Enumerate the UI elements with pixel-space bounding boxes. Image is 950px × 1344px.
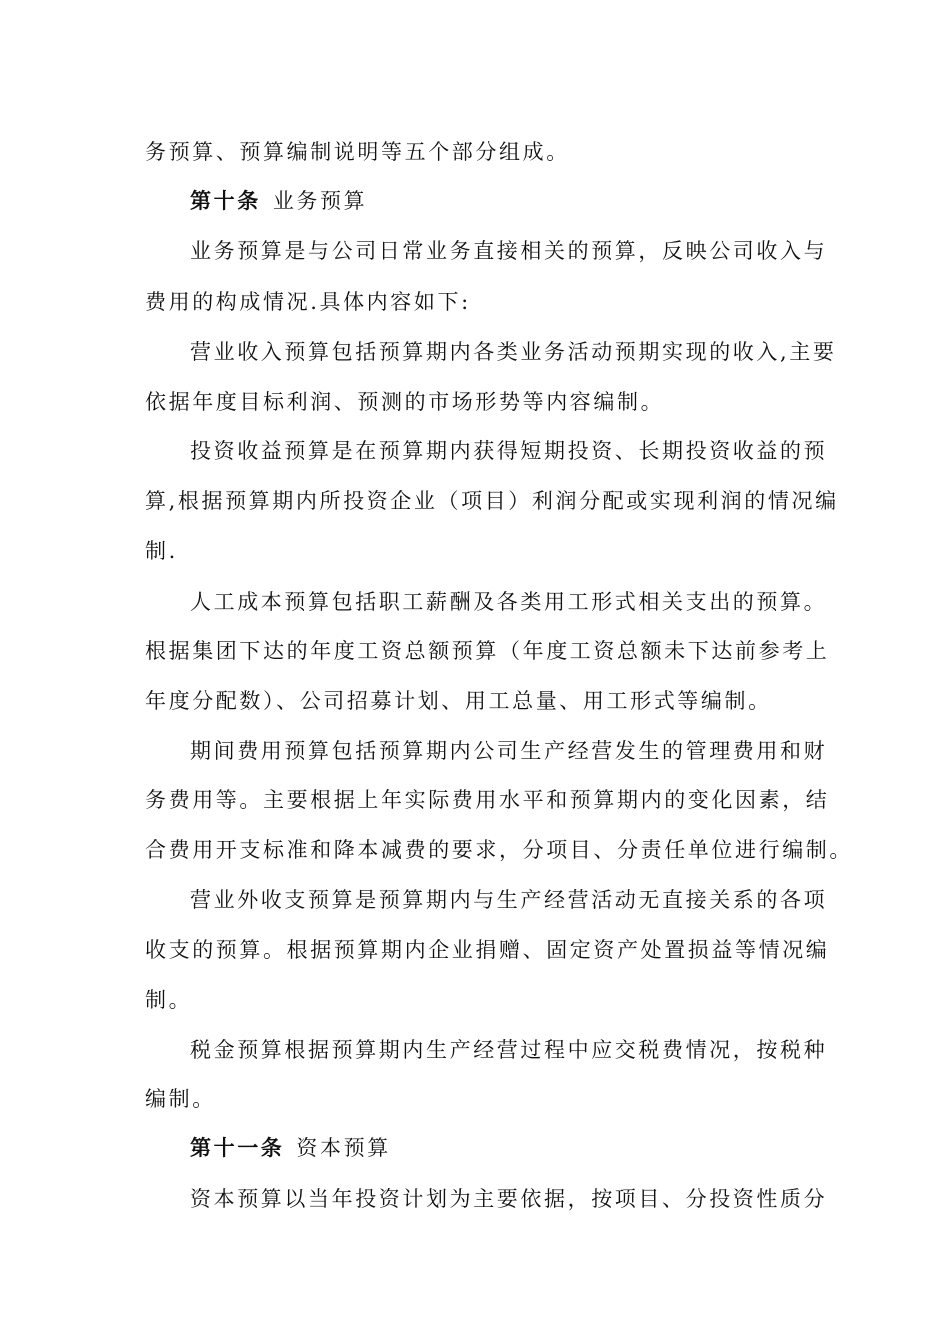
paragraph-line: 合费用开支标准和降本减费的要求，分项目、分责任单位进行编制。: [145, 838, 853, 862]
paragraph-line: 根据集团下达的年度工资总额预算（年度工资总额未下达前参考上: [145, 639, 830, 663]
article-number: 第十条: [190, 188, 261, 213]
paragraph-line: 业务预算是与公司日常业务直接相关的预算，反映公司收入与: [190, 239, 828, 263]
paragraph-line: 营业外收支预算是预算期内与生产经营活动无直接关系的各项: [190, 888, 828, 912]
article-title: 资本预算: [296, 1136, 391, 1160]
article-number: 第十一条: [190, 1135, 285, 1160]
paragraph-line: 期间费用预算包括预算期内公司生产经营发生的管理费用和财: [190, 739, 828, 763]
paragraph-line: 年度分配数）、公司招募计划、用工总量、用工形式等编制。: [145, 689, 772, 713]
paragraph-line: 依据年度目标利润、预测的市场形势等内容编制。: [145, 390, 665, 414]
article-heading-11: [190, 1133, 805, 1163]
paragraph-line: 制。: [145, 988, 193, 1012]
paragraph-line: 算,根据预算期内所投资企业（项目）利润分配或实现利润的情况编: [145, 489, 839, 513]
paragraph-line: 投资收益预算是在预算期内获得短期投资、长期投资收益的预: [190, 439, 828, 463]
paragraph-line: 务预算、预算编制说明等五个部分组成。: [145, 140, 570, 164]
paragraph-line: 制.: [145, 539, 178, 563]
paragraph-line: 编制。: [145, 1087, 216, 1111]
paragraph-line: 费用的构成情况.具体内容如下:: [145, 290, 471, 314]
article-title: 业务预算: [272, 189, 368, 213]
paragraph-line: 人工成本预算包括职工薪酬及各类用工形式相关支出的预算。: [190, 590, 828, 614]
paragraph-line: 务费用等。主要根据上年实际费用水平和预算期内的变化因素，结: [145, 788, 830, 812]
paragraph-line: 营业收入预算包括预算期内各类业务活动预期实现的收入,主要: [190, 340, 837, 364]
paragraph-line: 资本预算以当年投资计划为主要依据，按项目、分投资性质分: [190, 1187, 828, 1211]
article-heading-10: [190, 186, 805, 216]
paragraph-line: 收支的预算。根据预算期内企业捐赠、固定资产处置损益等情况编: [145, 938, 830, 962]
paragraph-line: 税金预算根据预算期内生产经营过程中应交税费情况，按税种: [190, 1038, 828, 1062]
